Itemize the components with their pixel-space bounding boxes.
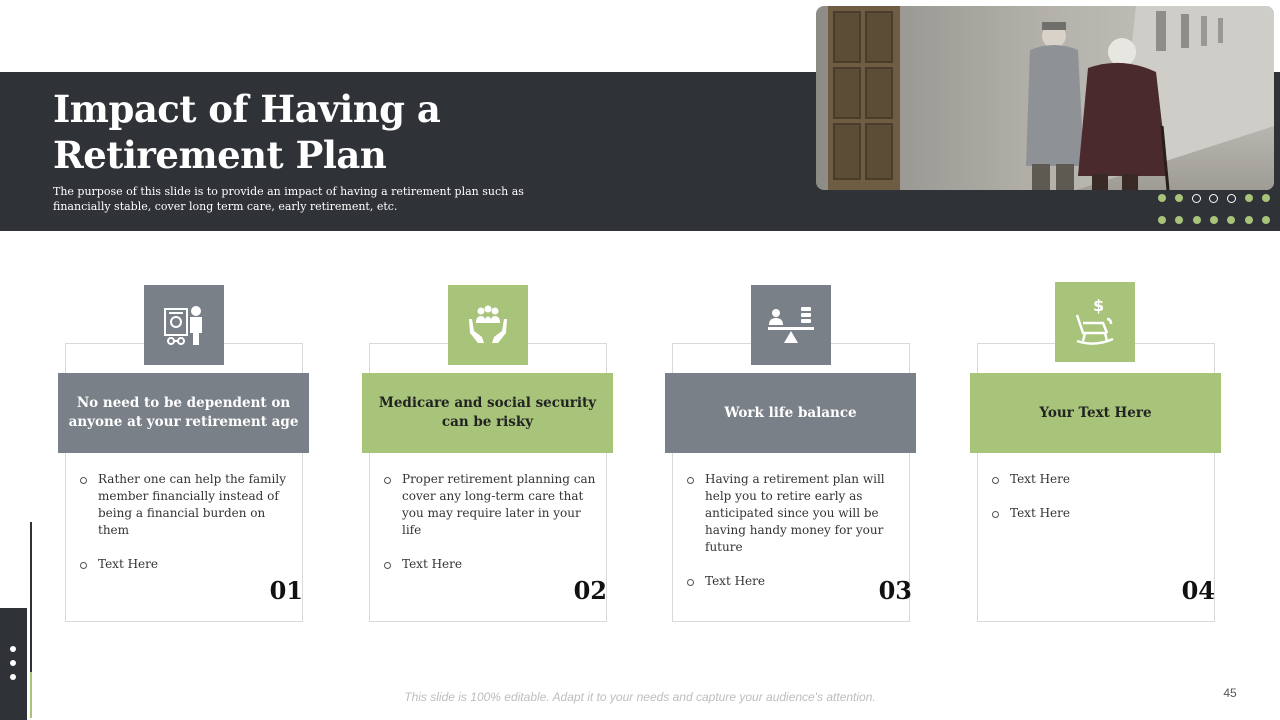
dot-icon [1210, 216, 1218, 224]
card-4-number: 04 [1181, 576, 1215, 605]
side-accent-line-green [30, 672, 32, 718]
slide-title: Impact of Having a Retirement Plan [53, 87, 441, 177]
list-item: Text Here [990, 471, 1205, 488]
dot-icon [10, 646, 16, 652]
side-menu-tab[interactable] [0, 608, 27, 720]
dot-icon [1209, 194, 1218, 203]
dot-icon [1245, 194, 1253, 202]
dot-icon [1175, 216, 1183, 224]
list-item: Having a retirement plan will help you to retire early as anticipated since you will be having handy money for your future [685, 471, 900, 556]
card-3-number: 03 [878, 576, 912, 605]
dot-icon [1262, 194, 1270, 202]
dot-icon [1192, 194, 1201, 203]
page-number: 45 [1223, 686, 1237, 700]
card-1-bullets [78, 471, 293, 590]
dot-icon [1158, 216, 1166, 224]
dot-icon [10, 674, 16, 680]
decorative-dots [1158, 193, 1270, 237]
card-4-bullets [990, 471, 1205, 539]
card-2-bullets [382, 471, 597, 590]
footer-note: This slide is 100% editable. Adapt it to your needs and capture your audience's attention. [404, 690, 876, 704]
elderly-couple-photo [816, 6, 1274, 190]
card-3-heading: Work life balance [665, 373, 916, 453]
svg-text:$: $ [1093, 297, 1105, 315]
list-item: Text Here [685, 573, 900, 590]
dot-icon [10, 660, 16, 666]
card-1-number: 01 [269, 576, 303, 605]
dot-icon [1262, 216, 1270, 224]
list-item: Text Here [78, 556, 293, 573]
balance-scale-icon [751, 285, 831, 365]
card-2-number: 02 [573, 576, 607, 605]
document-person-icon [144, 285, 224, 365]
list-item: Proper retirement planning can cover any long-term care that you may require later in your life [382, 471, 597, 539]
dot-icon [1227, 194, 1236, 203]
dot-icon [1158, 194, 1166, 202]
list-item: Text Here [990, 505, 1205, 522]
card-1-heading: No need to be dependent on anyone at your retirement age [58, 373, 309, 453]
rocking-chair-dollar-icon [1055, 282, 1135, 362]
list-item: Text Here [382, 556, 597, 573]
dot-icon [1227, 216, 1235, 224]
card-2-heading: Medicare and social security can be risky [362, 373, 613, 453]
list-item: Rather one can help the family member financially instead of being a financial burden on them [78, 471, 293, 539]
side-accent-line [30, 522, 32, 672]
card-4-heading: Your Text Here [970, 373, 1221, 453]
hands-people-icon [448, 285, 528, 365]
slide-subtitle: The purpose of this slide is to provide an impact of having a retirement plan such as financially stable, cover long term care, early retirement, etc. [53, 185, 524, 213]
dot-icon [1245, 216, 1253, 224]
dot-icon [1175, 194, 1183, 202]
dot-icon [1193, 216, 1201, 224]
